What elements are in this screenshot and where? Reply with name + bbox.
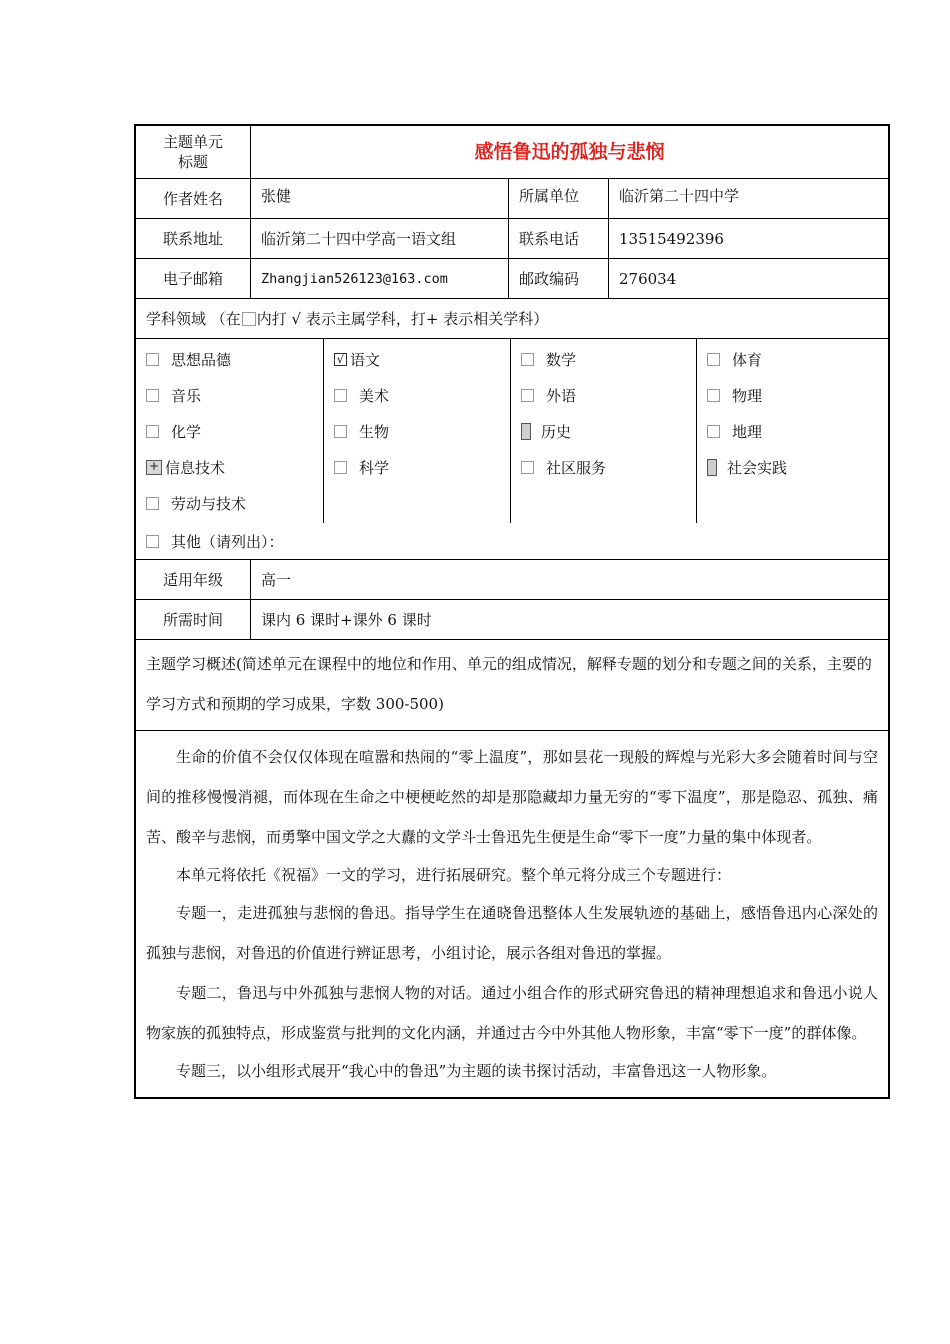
author-row	[136, 178, 888, 218]
paragraph: 专题二，鲁迅与中外孤独与悲悯人物的对话。通过小组合作的形式研究鲁迅的精神理想追求和鲁迅小说人物家族的孤独特点，形成鉴赏与批判的文化内涵，并通过古今中外其他人物形象，丰富“零下一度”的群体像。	[146, 984, 878, 1042]
subject-label: 社区服务	[546, 458, 607, 477]
checkbox-icon[interactable]	[334, 389, 347, 402]
checkbox-icon[interactable]	[334, 425, 347, 438]
time-row	[136, 599, 888, 639]
subject-item[interactable]	[511, 341, 696, 377]
checkbox-icon[interactable]	[146, 425, 159, 438]
checkbox-icon[interactable]	[146, 535, 159, 548]
checkbox-icon[interactable]	[146, 389, 159, 402]
subjects-grid	[136, 339, 888, 523]
subject-label: 音乐	[171, 386, 202, 405]
checkbox-icon[interactable]	[521, 461, 534, 474]
subject-item[interactable]	[511, 449, 696, 485]
subject-item[interactable]	[697, 449, 888, 485]
subject-item[interactable]	[136, 377, 323, 413]
checkmark-checkbox-icon[interactable]: √	[334, 353, 347, 366]
phone-value: 13515492396	[608, 219, 888, 258]
grade-label: 适用年级	[162, 570, 223, 589]
subject-label: 地理	[732, 422, 763, 441]
subject-item[interactable]	[136, 341, 323, 377]
subject-label: 科学	[359, 458, 390, 477]
contact-row	[136, 218, 888, 258]
subject-label: 生物	[359, 422, 390, 441]
overview-row	[136, 639, 888, 730]
subject-area-suffix: 内打 √ 表示主属学科，打+ 表示相关学科）	[256, 309, 549, 328]
subject-item[interactable]	[324, 449, 510, 485]
checkbox-icon[interactable]	[707, 389, 720, 402]
subject-item[interactable]	[697, 341, 888, 377]
subject-item[interactable]	[136, 413, 323, 449]
checkbox-icon[interactable]	[521, 353, 534, 366]
paragraph: 本单元将依托《祝福》一文的学习，进行拓展研究。整个单元将分成三个专题进行：	[176, 866, 732, 884]
subject-label: 信息技术	[165, 458, 226, 477]
subject-label: 劳动与技术	[171, 494, 247, 513]
other-subject-item[interactable]	[136, 523, 888, 559]
postcode-label: 邮政编码	[508, 259, 608, 298]
subject-item[interactable]	[697, 413, 888, 449]
title-row	[136, 126, 888, 178]
grade-row	[136, 559, 888, 599]
checkbox-icon[interactable]	[521, 389, 534, 402]
subjects-column-1	[136, 339, 323, 523]
address-label: 联系地址	[162, 229, 223, 248]
subject-item[interactable]	[324, 341, 510, 377]
unit-label: 所属单位	[508, 179, 608, 218]
subjects-column-3	[510, 339, 696, 523]
overview-content	[136, 731, 888, 1097]
checkbox-icon[interactable]	[334, 461, 347, 474]
paragraph: 专题一，走进孤独与悲悯的鲁迅。指导学生在通晓鲁迅整体人生发展轨迹的基础上，感悟鲁迅内心深处的孤独与悲悯，对鲁迅的价值进行辨证思考，小组讨论，展示各组对鲁迅的掌握。	[146, 904, 878, 962]
plus-checkbox-icon[interactable]: +	[146, 460, 162, 475]
checkbox-icon[interactable]	[146, 353, 159, 366]
time-label: 所需时间	[162, 610, 223, 629]
email-row	[136, 258, 888, 298]
content-row	[136, 730, 888, 1097]
subject-item[interactable]	[511, 377, 696, 413]
subject-area-instruction	[136, 299, 888, 338]
subject-label: 语文	[350, 350, 381, 369]
other-subject-label: 其他（请列出）：	[171, 532, 284, 551]
subjects-column-4	[696, 339, 888, 523]
theme-label: 主题单元 标题	[162, 133, 223, 171]
shaded-checkbox-icon[interactable]	[707, 459, 717, 476]
subject-item[interactable]	[324, 413, 510, 449]
subjects-row	[136, 338, 888, 559]
subject-label: 思想品德	[171, 350, 232, 369]
subject-item[interactable]	[697, 377, 888, 413]
author-name-label: 作者姓名	[162, 189, 223, 208]
subject-area-prefix: 学科领域 （在	[146, 309, 241, 328]
subject-item[interactable]	[324, 377, 510, 413]
unit-value: 临沂第二十四中学	[608, 179, 888, 218]
grade-value: 高一	[250, 560, 888, 599]
subject-area-row	[136, 298, 888, 338]
time-value: 课内 6 课时+课外 6 课时	[250, 600, 888, 639]
shaded-checkbox-icon[interactable]	[521, 423, 531, 440]
checkbox-icon[interactable]	[707, 353, 720, 366]
email-label: 电子邮箱	[162, 269, 223, 288]
subject-label: 数学	[546, 350, 577, 369]
author-name-value: 张健	[250, 179, 508, 218]
email-value: Zhangjian526123@163.com	[250, 259, 508, 298]
checkbox-icon[interactable]	[707, 425, 720, 438]
unit-design-form	[134, 124, 890, 1099]
subject-label: 社会实践	[727, 458, 788, 477]
subject-item[interactable]	[136, 485, 323, 521]
checkbox-icon[interactable]	[146, 497, 159, 510]
overview-instruction: 主题学习概述(简述单元在课程中的地位和作用、单元的组成情况，解释专题的划分和专题之间的关系，主要的学习方式和预期的学习成果，字数 300-500)	[146, 655, 872, 713]
paragraph: 生命的价值不会仅仅体现在喧嚣和热闹的“零上温度”，那如昙花一现般的辉煌与光彩大多会随着时间与空间的推移慢慢消褪，而体现在生命之中梗梗屹然的却是那隐藏却力量无穷的“零下温度”，那是隐忍、孤独、痛苦、酸辛与悲悯，而勇擎中国文学之大纛的文学斗士鲁迅先生便是生命“零下一度”力量的集中体现者。	[146, 748, 878, 846]
phone-label: 联系电话	[508, 219, 608, 258]
checkbox-sample-icon	[242, 312, 256, 326]
subject-label: 历史	[541, 422, 572, 441]
subject-label: 外语	[546, 386, 577, 405]
address-value: 临沂第二十四中学高一语文组	[250, 219, 508, 258]
subject-label: 美术	[359, 386, 390, 405]
subjects-column-2	[323, 339, 510, 523]
postcode-value: 276034	[608, 259, 888, 298]
subject-item[interactable]	[511, 413, 696, 449]
unit-title: 感悟鲁迅的孤独与悲悯	[250, 126, 888, 178]
subject-item[interactable]	[136, 449, 323, 485]
subject-label: 物理	[732, 386, 763, 405]
subject-label: 化学	[171, 422, 202, 441]
paragraph: 专题三，以小组形式展开“我心中的鲁迅”为主题的读书探讨活动，丰富鲁迅这一人物形象。	[176, 1062, 777, 1080]
subject-label: 体育	[732, 350, 763, 369]
